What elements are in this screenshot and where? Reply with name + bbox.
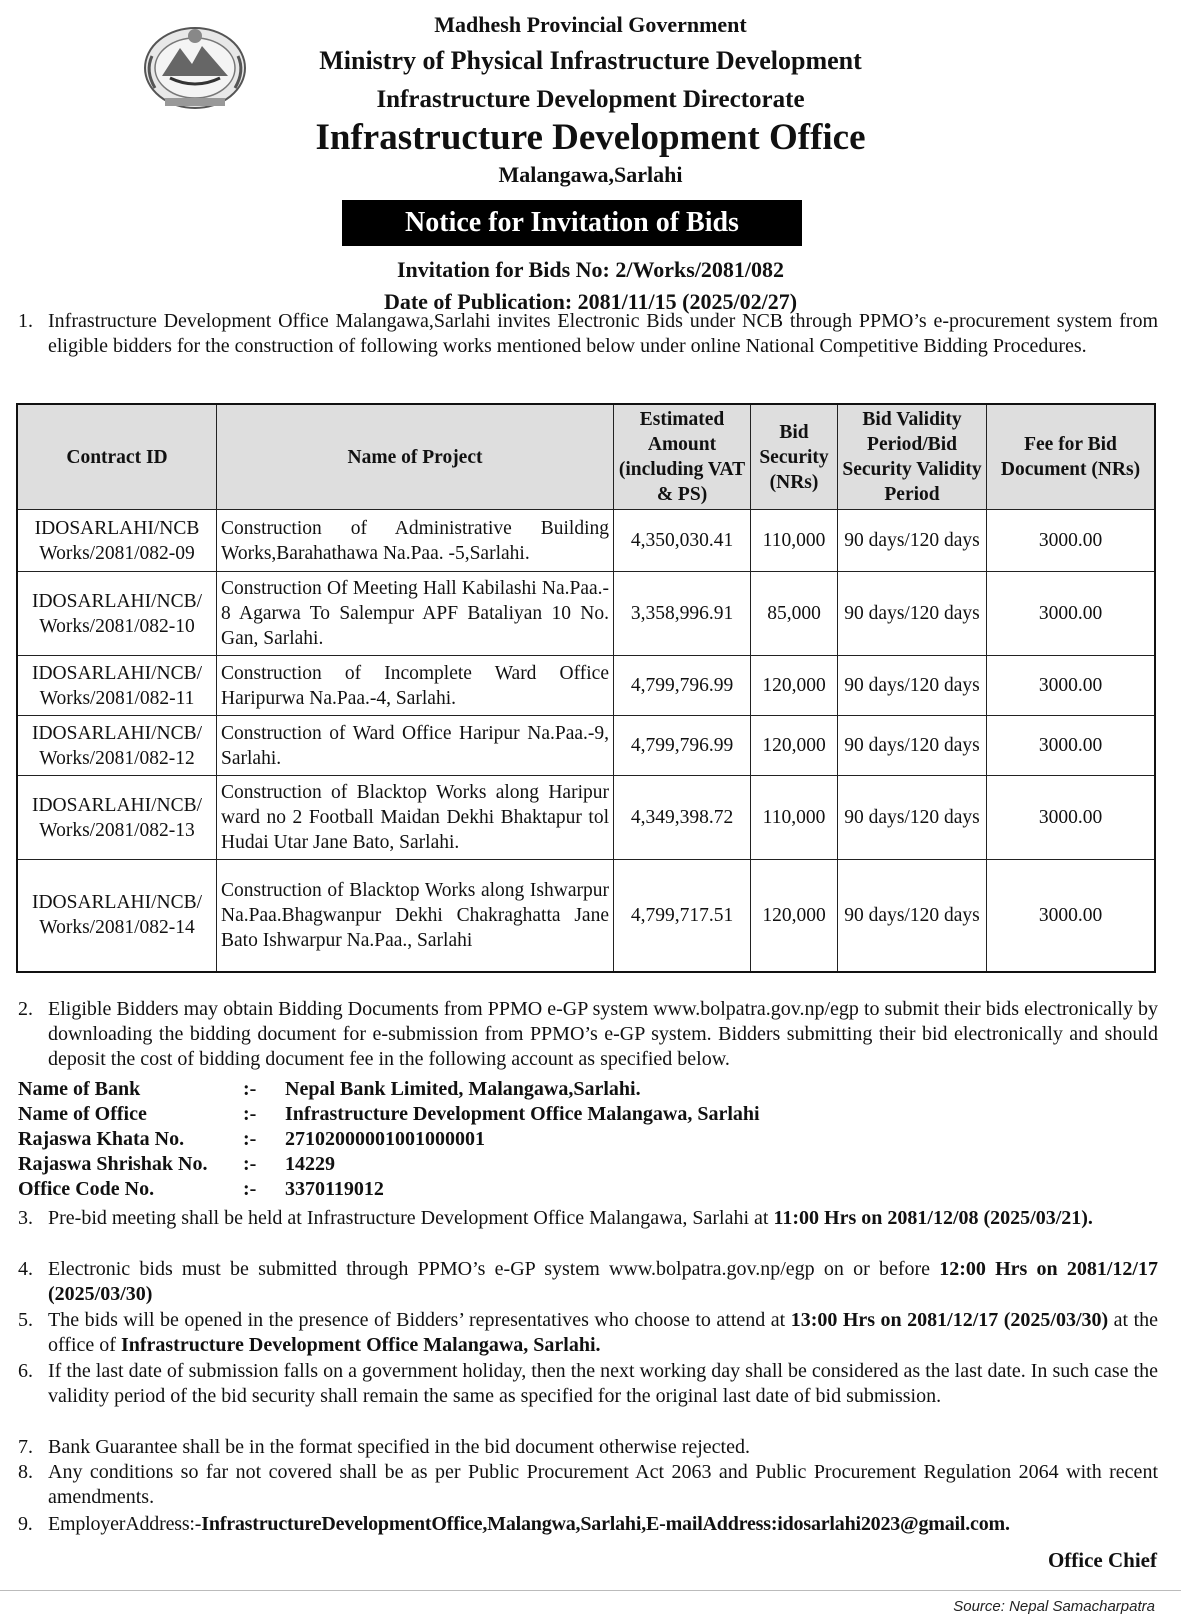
table-row <box>17 860 1155 972</box>
paragraph-text: Infrastructure Development Office Malangawa,Sarlahi invites Electronic Bids under NCB through PPMO’s e-procurement system from eligible bidders for the construction of following works mentioned below under online National Competitive Bidding Procedures. <box>48 310 1158 357</box>
bank-separator: :- <box>243 1153 257 1175</box>
paragraph-number: 9. <box>18 1513 33 1535</box>
project-name: Construction of Blacktop Works along Ishwarpur Na.Paa.Bhagwanpur Dekhi Chakraghatta Jane Bato Ishwarpur Na.Paa., Sarlahi <box>217 860 614 972</box>
paragraph-text-part: Electronic bids must be submitted through PPMO’s e-GP system www.bolpatra.gov.np/egp on or before <box>48 1258 940 1280</box>
bank-separator: :- <box>243 1103 257 1125</box>
office-title: Infrastructure Development Office <box>315 117 866 158</box>
bank-value: Nepal Bank Limited, Malangawa,Sarlahi. <box>285 1078 641 1100</box>
table-row <box>17 776 1155 860</box>
bid-fee: 3000.00 <box>987 860 1156 972</box>
header-bid-validity: Bid Validity Period/Bid Security Validity Period <box>838 404 987 510</box>
bid-security: 120,000 <box>751 860 838 972</box>
contract-id: IDOSARLAHI/NCB/ Works/2081/082-13 <box>17 776 217 860</box>
header-estimated-amount: Estimated Amount (including VAT & PS) <box>614 404 751 510</box>
paragraph-5 <box>18 1308 1158 1358</box>
publication-date: Date of Publication: 2081/11/15 (2025/02/27) <box>383 289 798 314</box>
ifb-number: Invitation for Bids No: 2/Works/2081/082 <box>396 257 785 282</box>
bank-value: 27102000001001000001 <box>285 1128 485 1150</box>
paragraph-text: Any conditions so far not covered shall be as per Public Procurement Act 2063 and Public Procurement Regulation 2064 with recent amendments. <box>48 1461 1158 1508</box>
contract-id: IDOSARLAHI/NCB/ Works/2081/082-10 <box>17 572 217 656</box>
contract-id: IDOSARLAHI/NCB/ Works/2081/082-11 <box>17 656 217 716</box>
footer-divider <box>0 1590 1181 1591</box>
bid-security: 120,000 <box>751 656 838 716</box>
paragraph-text-part: at the office of <box>48 1309 1159 1356</box>
bank-label: Office Code No. <box>18 1178 155 1200</box>
office-location: Malangawa,Sarlahi <box>498 162 683 187</box>
bid-validity: 90 days/120 days <box>838 510 987 572</box>
bid-fee: 3000.00 <box>987 776 1156 860</box>
estimated-amount: 3,358,996.91 <box>614 572 751 656</box>
paragraph-text <box>48 1206 1158 1231</box>
estimated-amount: 4,799,717.51 <box>614 860 751 972</box>
paragraph-3 <box>18 1206 1158 1231</box>
estimated-amount: 4,349,398.72 <box>614 776 751 860</box>
estimated-amount: 4,350,030.41 <box>614 510 751 572</box>
bid-validity: 90 days/120 days <box>838 716 987 776</box>
opening-time: 13:00 Hrs on 2081/12/17 (2025/03/30) <box>790 1309 1109 1331</box>
bid-security: 85,000 <box>751 572 838 656</box>
contract-id: IDOSARLAHI/NCB/ Works/2081/082-12 <box>17 716 217 776</box>
header-project-name: Name of Project <box>217 404 614 510</box>
bank-value: 14229 <box>285 1153 335 1175</box>
paragraph-text-part: The bids will be opened in the presence of Bidders’ representatives who choose to attend at <box>48 1309 791 1331</box>
paragraph-number: 3. <box>18 1207 33 1229</box>
paragraph-number: 5. <box>18 1309 33 1331</box>
table-header-row <box>17 404 1155 510</box>
bank-value: Infrastructure Development Office Malangawa, Sarlahi <box>285 1103 760 1125</box>
header-bid-fee: Fee for Bid Document (NRs) <box>987 404 1156 510</box>
paragraph-number: 6. <box>18 1360 33 1382</box>
paragraph-text <box>48 1257 1158 1307</box>
bid-fee: 3000.00 <box>987 656 1156 716</box>
header-contract-id: Contract ID <box>17 404 217 510</box>
table-row <box>17 716 1155 776</box>
paragraph-number: 1. <box>18 310 33 332</box>
header-bid-security: Bid Security (NRs) <box>751 404 838 510</box>
bank-separator: :- <box>243 1128 257 1150</box>
paragraph-8 <box>18 1460 1158 1510</box>
signature-title: Office Chief <box>1047 1548 1157 1572</box>
paragraph-number: 4. <box>18 1258 33 1280</box>
meeting-time: 11:00 Hrs on 2081/12/08 (2025/03/21). <box>773 1207 1093 1229</box>
paragraph-7 <box>18 1435 1158 1460</box>
bank-label: Name of Office <box>18 1103 147 1125</box>
paragraph-text <box>48 1512 1158 1537</box>
paragraph-number: 8. <box>18 1461 33 1483</box>
bank-value: 3370119012 <box>285 1178 384 1200</box>
paragraph-2 <box>18 997 1158 1072</box>
bank-separator: :- <box>243 1178 257 1200</box>
bank-separator: :- <box>243 1078 257 1100</box>
bid-validity: 90 days/120 days <box>838 860 987 972</box>
paragraph-text-part: EmployerAddress:- <box>48 1513 202 1535</box>
project-name: Construction of Incomplete Ward Office Haripurwa Na.Paa.-4, Sarlahi. <box>217 656 614 716</box>
paragraph-number: 2. <box>18 998 33 1020</box>
bids-table <box>16 403 1156 973</box>
paragraph-text: Eligible Bidders may obtain Bidding Documents from PPMO e-GP system www.bolpatra.gov.np/egp to submit their bids electronically by downloading the bidding document for e-submission from PPMO’s e-GP system. Bidders submitting their bid electronically and should deposit the cost of bidding document fee in the following account as specified below. <box>48 998 1158 1070</box>
paragraph-text: If the last date of submission falls on a government holiday, then the next working day shall be considered as the last date. In such case the validity period of the bid security shall remain the same as specified for the original last date of bid submission. <box>48 1360 1158 1407</box>
estimated-amount: 4,799,796.99 <box>614 656 751 716</box>
paragraph-1 <box>18 309 1158 359</box>
bank-label: Rajaswa Khata No. <box>18 1128 185 1150</box>
bid-security: 110,000 <box>751 510 838 572</box>
paragraph-9 <box>18 1512 1158 1537</box>
project-name: Construction of Ward Office Haripur Na.Paa.-9, Sarlahi. <box>217 716 614 776</box>
bank-label: Rajaswa Shrishak No. <box>18 1153 208 1175</box>
table-row <box>17 656 1155 716</box>
contract-id: IDOSARLAHI/NCB Works/2081/082-09 <box>17 510 217 572</box>
bid-security: 110,000 <box>751 776 838 860</box>
paragraph-number: 7. <box>18 1436 33 1458</box>
project-name: Construction Of Meeting Hall Kabilashi Na.Paa.- 8 Agarwa To Salempur APF Bataliyan 10 No. Gan, Sarlahi. <box>217 572 614 656</box>
bid-validity: 90 days/120 days <box>838 776 987 860</box>
bid-security: 120,000 <box>751 716 838 776</box>
paragraph-6 <box>18 1359 1158 1409</box>
bid-fee: 3000.00 <box>987 510 1156 572</box>
project-name: Construction of Administrative Building Works,Barahathawa Na.Paa. -5,Sarlahi. <box>217 510 614 572</box>
paragraph-text <box>48 1308 1158 1358</box>
bank-label: Name of Bank <box>18 1078 141 1100</box>
table-row <box>17 510 1155 572</box>
employer-address: InfrastructureDevelopmentOffice,Malangwa,Sarlahi,E-mailAddress:idosarlahi2023@gmail.com. <box>201 1513 1010 1535</box>
provincial-government-title: Madhesh Provincial Government <box>434 12 747 37</box>
table-row <box>17 572 1155 656</box>
directorate-title: Infrastructure Development Directorate <box>376 86 805 113</box>
opening-venue: Infrastructure Development Office Malangawa, Sarlahi. <box>120 1334 601 1356</box>
bid-fee: 3000.00 <box>987 572 1156 656</box>
estimated-amount: 4,799,796.99 <box>614 716 751 776</box>
bid-validity: 90 days/120 days <box>838 572 987 656</box>
project-name: Construction of Blacktop Works along Haripur ward no 2 Football Maidan Dekhi Bhaktapur tol Hudai Utar Jane Bato, Sarlahi. <box>217 776 614 860</box>
submission-deadline: 12:00 Hrs on 2081/12/17 (2025/03/30) <box>48 1258 1158 1305</box>
notice-banner: Notice for Invitation of Bids <box>342 200 802 246</box>
paragraph-text: Bank Guarantee shall be in the format specified in the bid document otherwise rejected. <box>48 1436 750 1458</box>
paragraph-4 <box>18 1257 1158 1307</box>
contract-id: IDOSARLAHI/NCB/ Works/2081/082-14 <box>17 860 217 972</box>
source-credit: Source: Nepal Samacharpatra <box>953 1598 1155 1615</box>
paragraph-text-part: Pre-bid meeting shall be held at Infrastructure Development Office Malangawa, Sarlahi at <box>48 1207 774 1229</box>
bid-fee: 3000.00 <box>987 716 1156 776</box>
bid-validity: 90 days/120 days <box>838 656 987 716</box>
ministry-title: Ministry of Physical Infrastructure Development <box>319 46 862 75</box>
